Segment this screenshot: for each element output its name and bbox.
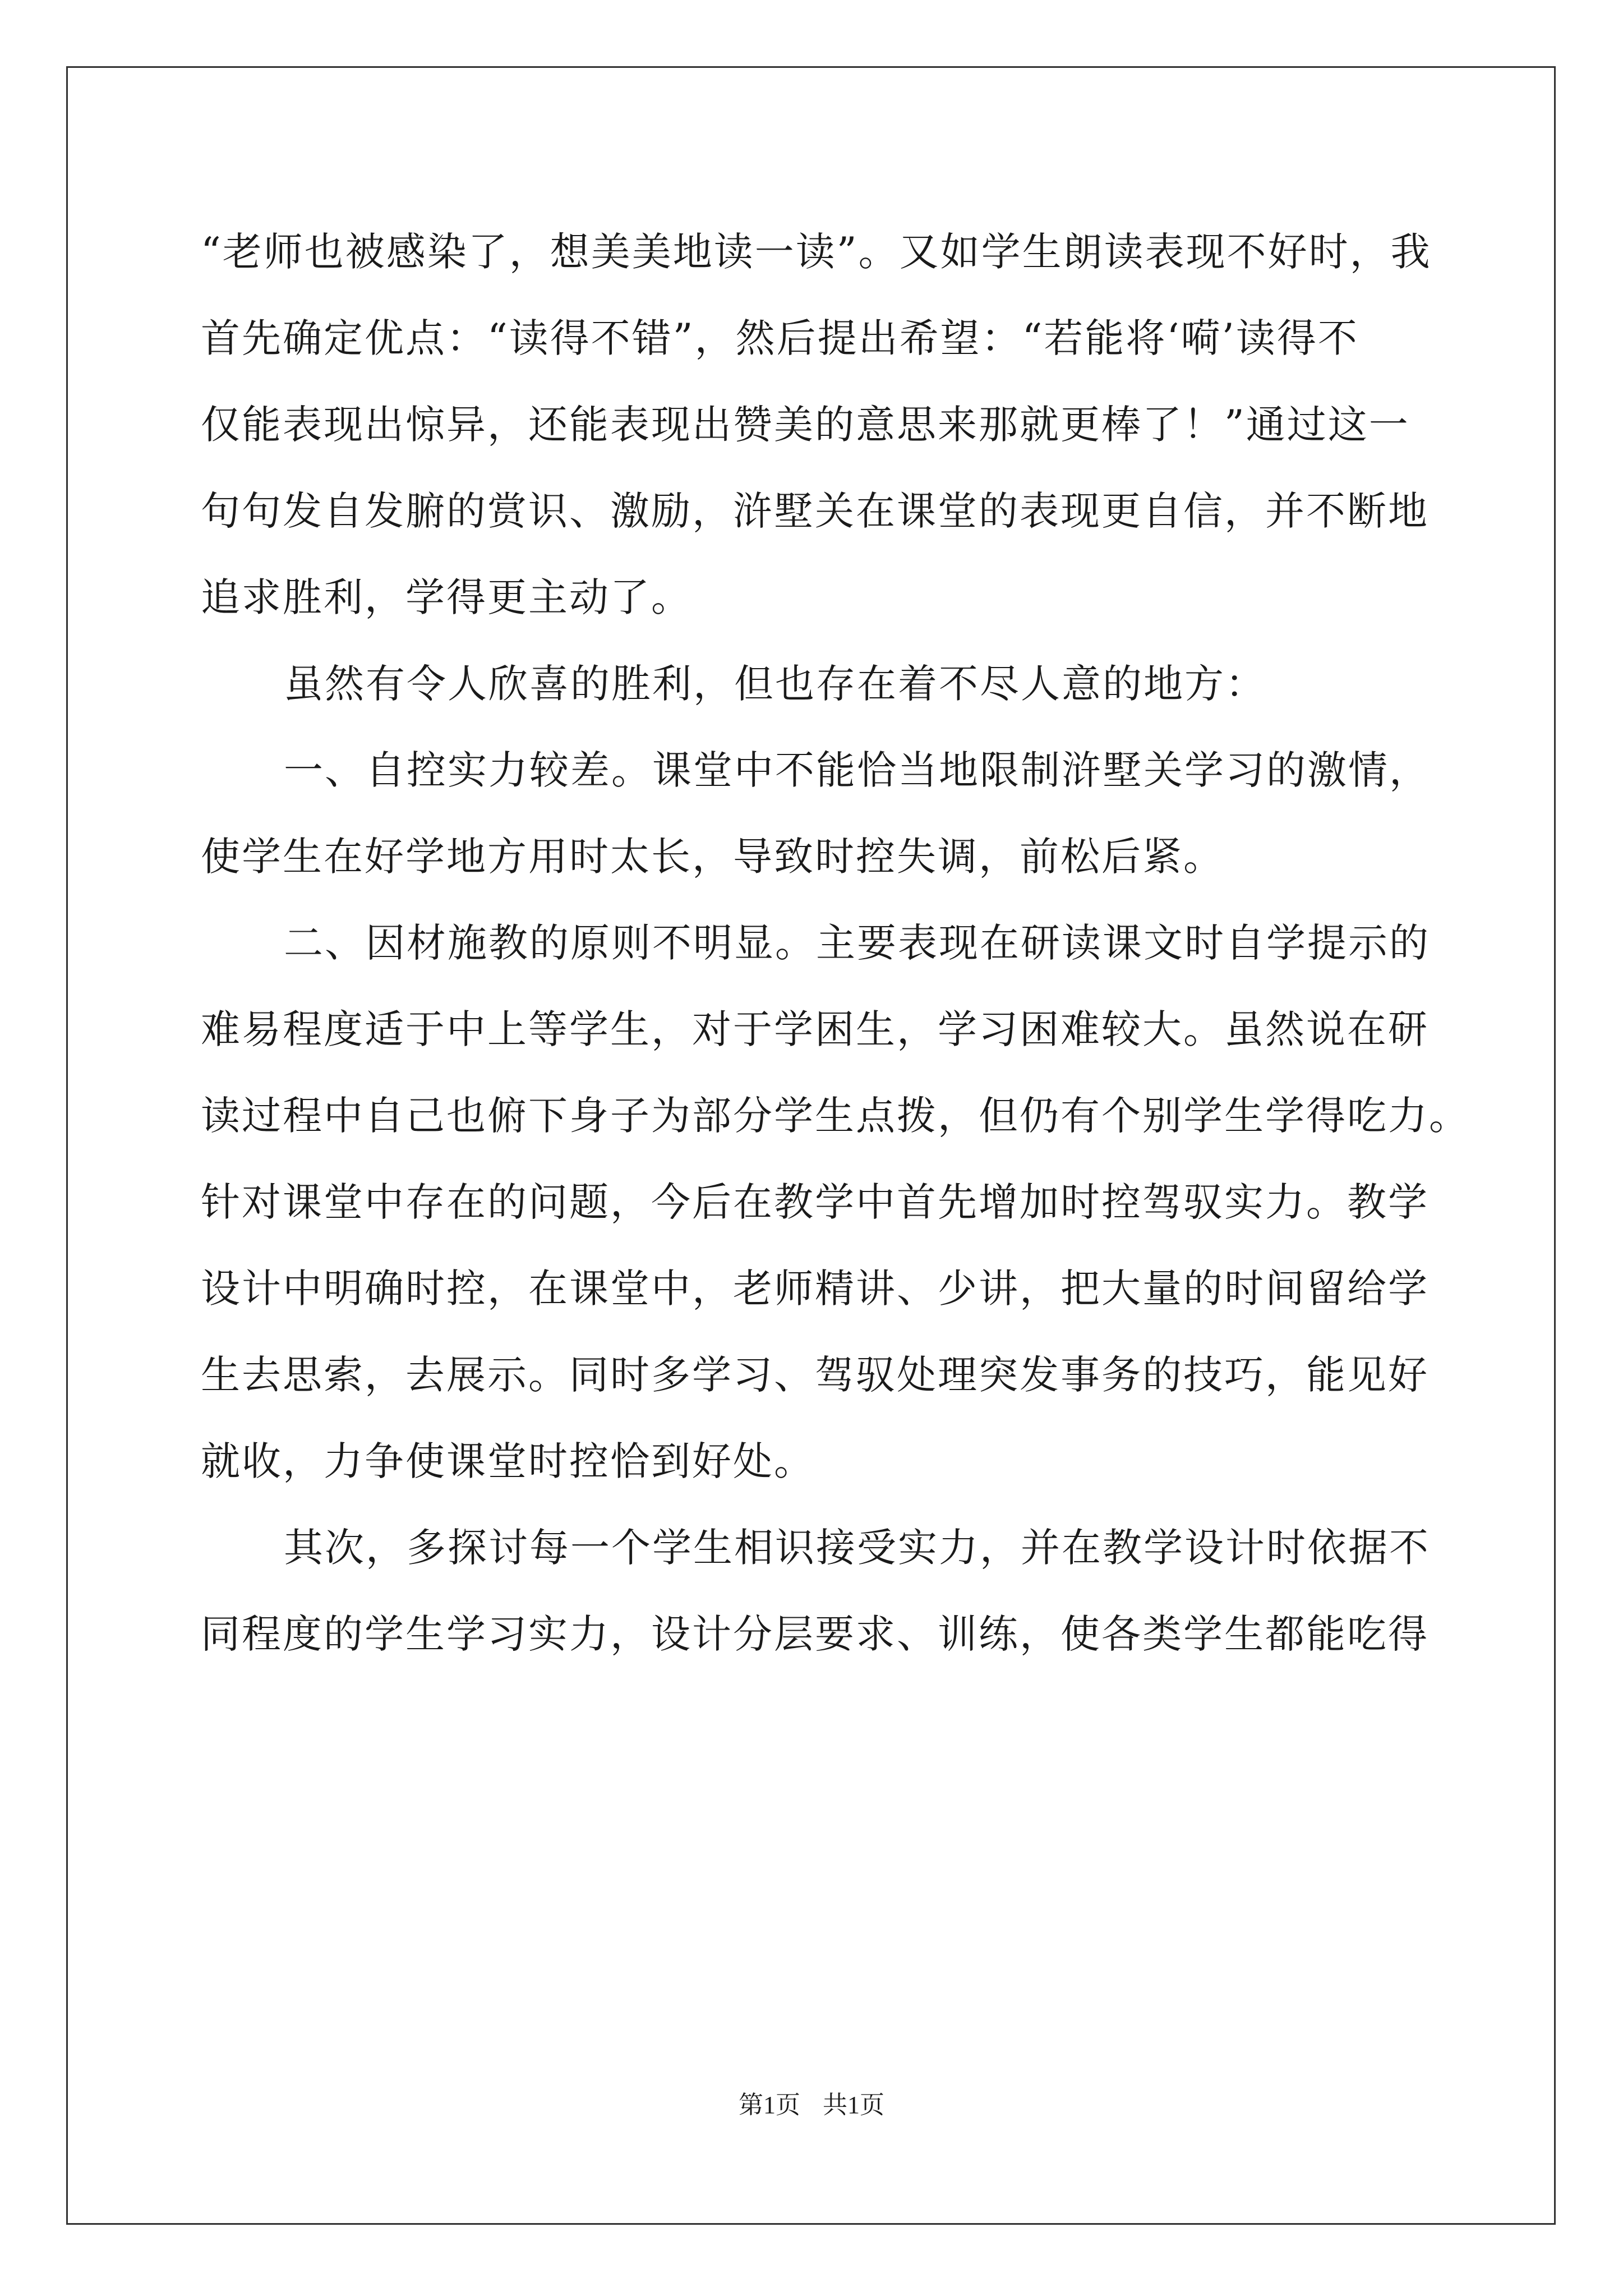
text-line: 难易程度适于中上等学生，对于学困生，学习困难较大。虽然说在研 bbox=[201, 1006, 1429, 1052]
page-footer bbox=[0, 2088, 1623, 2122]
text-line: 就收，力争使课堂时控恰到好处。 bbox=[201, 1438, 815, 1484]
text-line: “老师也被感染了，想美美地读一读”。又如学生朗读表现不好时，我 bbox=[201, 229, 1432, 275]
paragraph-first-line: 其次，多探讨每一个学生相识接受实力，并在教学设计时依据不 bbox=[284, 1525, 1430, 1571]
paragraph-first-line: 二、因材施教的原则不明显。主要表现在研读课文时自学提示的 bbox=[284, 920, 1430, 966]
text-line: 首先确定优点：“读得不错”，然后提出希望：“若能将‘嗬’读得不 bbox=[201, 315, 1359, 361]
paragraph-first-line: 一、自控实力较差。课堂中不能恰当地限制浒墅关学习的激情， bbox=[284, 747, 1430, 793]
text-line: 仅能表现出惊异，还能表现出赞美的意思来那就更棒了！”通过这一 bbox=[201, 402, 1410, 448]
text-line: 生去思索，去展示。同时多学习、驾驭处理突发事务的技巧，能见好 bbox=[201, 1352, 1429, 1398]
text-line: 读过程中自己也俯下身子为部分学生点拨，但仍有个别学生学得吃力。 bbox=[201, 1093, 1470, 1139]
text-line: 使学生在好学地方用时太长，导致时控失调，前松后紧。 bbox=[201, 834, 1224, 880]
text-line: 句句发自发腑的赏识、激励，浒墅关在课堂的表现更自信，并不断地 bbox=[201, 488, 1429, 534]
paragraph-first-line: 虽然有令人欣喜的胜利，但也存在着不尽人意的地方： bbox=[284, 661, 1266, 707]
page-number: 第1页 bbox=[739, 2091, 800, 2119]
text-line: 同程度的学生学习实力，设计分层要求、训练，使各类学生都能吃得 bbox=[201, 1611, 1429, 1657]
text-line: 追求胜利，学得更主动了。 bbox=[201, 574, 692, 620]
page-total: 共1页 bbox=[823, 2091, 884, 2119]
document-body bbox=[201, 209, 1470, 1677]
text-line: 设计中明确时控，在课堂中，老师精讲、少讲，把大量的时间留给学 bbox=[201, 1266, 1429, 1312]
text-line: 针对课堂中存在的问题，今后在教学中首先增加时控驾驭实力。教学 bbox=[201, 1179, 1429, 1225]
